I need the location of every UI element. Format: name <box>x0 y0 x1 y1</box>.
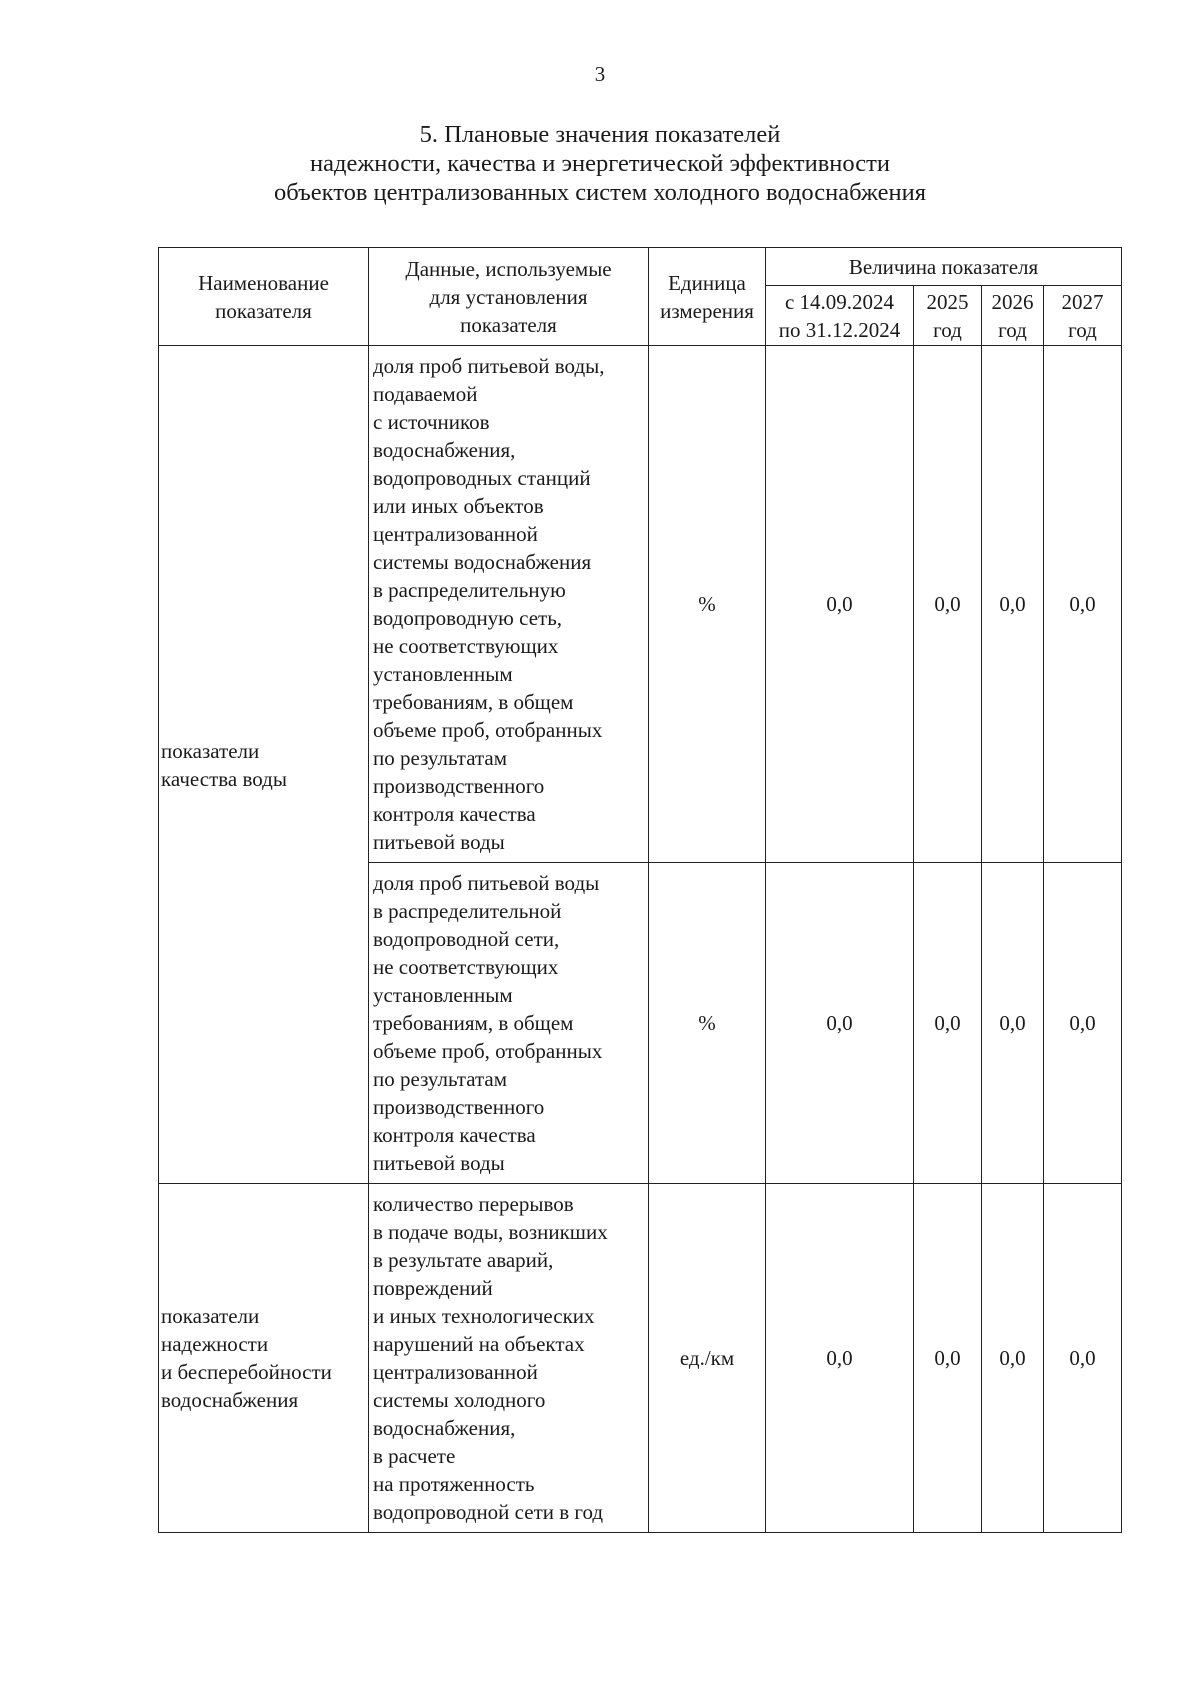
title-line-3: объектов централизованных систем холодного водоснабжения <box>274 179 926 206</box>
value-cell: 0,0 <box>1044 1184 1122 1533</box>
header-data-used: Данные, используемые для установления показателя <box>369 248 649 346</box>
value-cell: 0,0 <box>766 863 914 1184</box>
value-cell: 0,0 <box>914 863 982 1184</box>
header-period-2025: 2025 год <box>914 286 982 346</box>
data-description: доля проб питьевой воды, подаваемой с источников водоснабжения, водопроводных станций или иных объектов централизованной системы водоснабжения в распределительную водопроводную сеть, не соответствующих установленным требованиям, в общем объеме проб, отобранных по результатам производственного контроля качества питьевой воды <box>369 346 649 863</box>
value-cell: 0,0 <box>1044 346 1122 863</box>
value-cell: 0,0 <box>766 346 914 863</box>
table-row <box>159 346 1122 863</box>
value-cell: 0,0 <box>982 1184 1044 1533</box>
value-cell: 0,0 <box>766 1184 914 1533</box>
value-cell: 0,0 <box>914 346 982 863</box>
data-description: доля проб питьевой воды в распределительной водопроводной сети, не соответствующих установленным требованиям, в общем объеме проб, отобранных по результатам производственного контроля качества питьевой воды <box>369 863 649 1184</box>
header-unit: Единица измерения <box>649 248 766 346</box>
unit-cell: % <box>649 863 766 1184</box>
unit-cell: ед./км <box>649 1184 766 1533</box>
value-cell: 0,0 <box>1044 863 1122 1184</box>
unit-cell: % <box>649 346 766 863</box>
header-indicator-name: Наименование показателя <box>159 248 369 346</box>
data-description: количество перерывов в подаче воды, возникших в результате аварий, повреждений и иных технологических нарушений на объектах централизованной системы холодного водоснабжения, в расчете на протяженность водопроводной сети в год <box>369 1184 649 1533</box>
header-period-2027: 2027 год <box>1044 286 1122 346</box>
header-period-2026: 2026 год <box>982 286 1044 346</box>
page-number: 3 <box>594 62 606 86</box>
title-line-1: 5. Плановые значения показателей <box>419 121 781 148</box>
group-name-water-quality: показатели качества воды <box>159 346 369 1184</box>
title-line-2: надежности, качества и энергетической эффективности <box>310 150 890 177</box>
indicators-table <box>158 247 1122 1533</box>
group-name-reliability: показатели надежности и бесперебойности водоснабжения <box>159 1184 369 1533</box>
header-period-2024: с 14.09.2024 по 31.12.2024 <box>766 286 914 346</box>
value-cell: 0,0 <box>982 346 1044 863</box>
value-cell: 0,0 <box>982 863 1044 1184</box>
header-value-group: Величина показателя <box>766 248 1122 286</box>
section-title <box>0 120 1200 207</box>
table-row <box>159 1184 1122 1533</box>
value-cell: 0,0 <box>914 1184 982 1533</box>
